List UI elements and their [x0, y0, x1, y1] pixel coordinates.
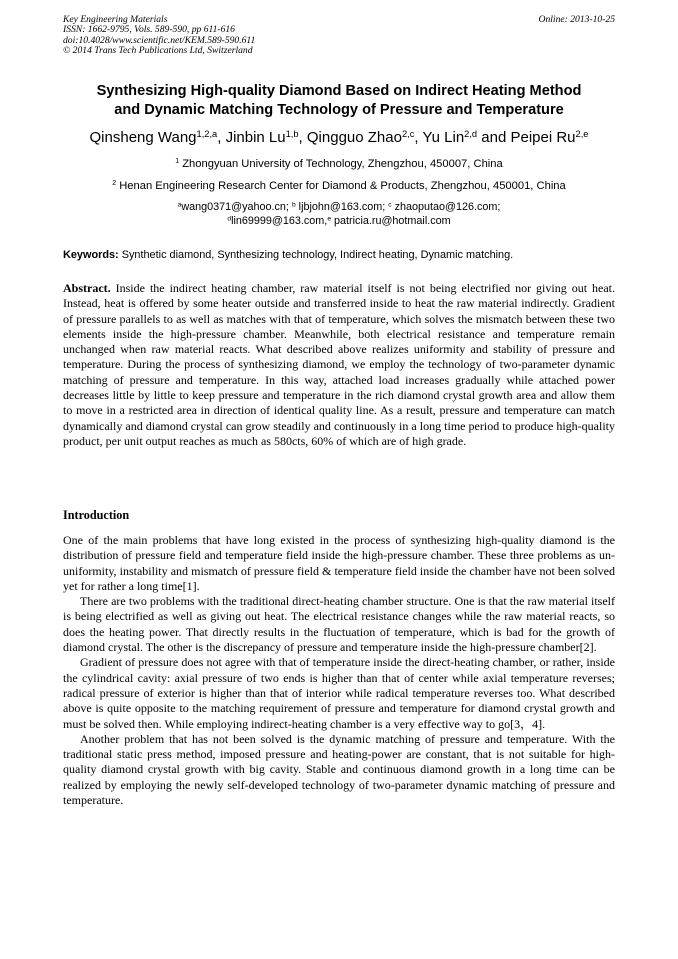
email-line-1: $^a$wang0371@yahoo.cn; $^b$ ljbjohn@163.com; $^c$ zhaoputao@126.com; — [177, 201, 501, 213]
keywords-text: Synthetic diamond, Synthesizing technology, Indirect heating, Dynamic matching. — [118, 249, 514, 261]
author-list: Qinsheng Wang$^{1,2,a}$, Jinbin Lu$^{1,b}$, Qingguo Zhao$^{2,c}$, Yu Lin$^{2,d}$ and Peipei Ru$^{2,e}$ — [89, 128, 589, 146]
keywords-label: Keywords: — [63, 249, 119, 261]
affiliation-1: $^1$ Zhongyuan University of Technology, Zhengzhou, 450007, China — [175, 158, 503, 170]
email-line-2: $^d$lin69999@163.com,$^e$ patricia.ru@hotmail.com — [227, 215, 451, 227]
paragraph: One of the main problems that have long existed in the process of synthesizing high-quality diamond is the distribution of pressure field and temperature field inside the high-pressure chamber. These three problems as un-uniformity, instability and mismatch of pressure field & temperature field inside the chamber have not been solved yet for rather a long time[1]. — [63, 533, 615, 593]
section-heading-introduction: Introduction — [63, 508, 130, 522]
author: Yu Lin$^{2,d}$ — [422, 128, 478, 146]
abstract-text: Inside the indirect heating chamber, raw material itself is not being electrified nor giving out heat. Instead, heat is offered by some heater outside and transferred inside to heat the raw material indirectly. Gradient of pressure parallels to as well as matches with that of temperature, which solves the mismatch between these two elements inside the high-pressure chamber. Meanwhile, both electrical resistance and temperature remain unchanged when raw material reacts. What described above realizes uniformity and stability of pressure and temperature. During the process of synthesizing diamond, we employ the technology of two-parameter dynamic matching of pressure and temperature. In this way, attached load increases gradually while attached power decreases little by little to keep pressure and temperature in the rich diamond crystal growth area and allow them to move in a restricted area in direction of identical quality line. As a result, pressure and temperature can match dynamically and diamond crystal can grow steadily and continuously in a long time period to produce high-quality product, per unit output reaches as much as 580cts, 60% of which are of high grade. — [63, 281, 615, 448]
paragraph: Another problem that has not been solved is the dynamic matching of pressure and temperature. With the traditional static press method, imposed pressure and heating-power are constant, that is not suitable for high-quality diamond crystal growth with big cavity. Stable and continuous diamond growth in a long time can be realized by employing the newly self-developed technology of two-parameter dynamic matching of pressure and temperature. — [63, 731, 615, 808]
abstract — [63, 281, 615, 449]
author: Qingguo Zhao$^{2,c}$ — [306, 128, 415, 146]
title-line-1: Synthesizing High-quality Diamond Based on Indirect Heating Method — [96, 83, 582, 99]
abstract-label: Abstract. — [63, 281, 111, 295]
journal-name: Key Engineering Materials — [63, 14, 168, 25]
online-date: Online: 2013-10-25 — [538, 14, 615, 25]
paragraph: Gradient of pressure does not agree with that of temperature inside the direct-heating chamber, or rather, inside the cylindrical cavity: axial pressure of two ends is higher than that of center while axial temperature reverses; radical pressure of exterior is higher than that of interior while radical temperature reverses too. What described above is quite opposite to the matching requirement of pressure and temperature for diamond crystal growth and must be solved then. While employing indirect-heating chamber is a very effective way to go[3，4]. — [63, 655, 615, 731]
paragraph: There are two problems with the traditional direct-heating chamber structure. One is that the raw material itself is being electrified as well as giving out heat. The electrical resistance changes while the raw material reacts, so does the heating power. That directly results in the fluctuation of temperature, which is bad for the growth of diamond crystal. The other is the discrepancy of pressure and temperature inside the high-pressure chamber[2]. — [63, 594, 615, 655]
journal-header — [63, 15, 615, 57]
paper-title — [40, 82, 638, 119]
author: Jinbin Lu$^{1,b}$ — [225, 128, 299, 146]
author-emails — [40, 200, 638, 228]
copyright-line: © 2014 Trans Tech Publications Ltd, Switzerland — [63, 45, 253, 57]
affiliation-2: $^2$ Henan Engineering Research Center for Diamond & Products, Zhengzhou, 450001, China — [112, 180, 566, 192]
author: Qinsheng Wang$^{1,2,a}$ — [89, 128, 218, 146]
keywords — [63, 248, 623, 262]
author: Peipei Ru$^{2,e}$ — [510, 128, 589, 146]
issn-line: ISSN: 1662-9795, Vols. 589-590, pp 611-616 — [63, 24, 235, 36]
title-line-2: and Dynamic Matching Technology of Pressure and Temperature — [114, 101, 564, 118]
introduction-section — [63, 533, 615, 808]
doi-line: doi:10.4028/www.scientific.net/KEM.589-590.611 — [63, 34, 256, 46]
